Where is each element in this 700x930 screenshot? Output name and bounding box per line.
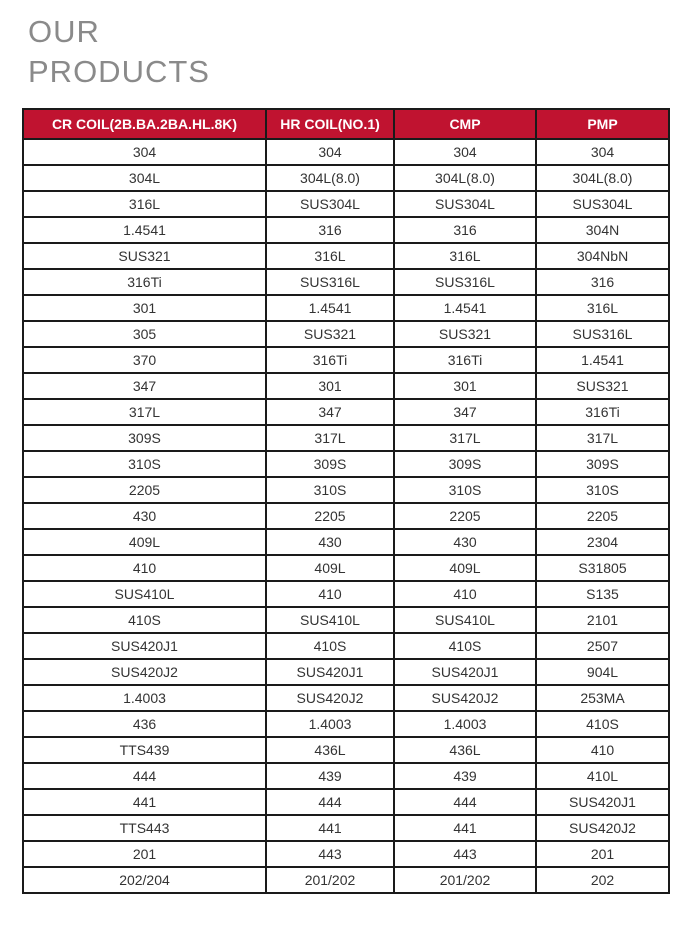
grade-cell: 201/202 [394, 867, 536, 893]
grade-cell: 444 [266, 789, 394, 815]
grade-cell: 409L [266, 555, 394, 581]
grade-cell: 304 [536, 139, 669, 165]
grade-cell: 201/202 [266, 867, 394, 893]
grade-cell: SUS316L [536, 321, 669, 347]
grade-cell: SUS410L [394, 607, 536, 633]
grade-cell: 310S [23, 451, 266, 477]
grade-cell: SUS420J2 [23, 659, 266, 685]
grade-cell: 310S [266, 477, 394, 503]
grade-cell: SUS420J1 [394, 659, 536, 685]
grade-cell: 309S [536, 451, 669, 477]
grade-cell: 2205 [266, 503, 394, 529]
grade-cell: 410S [394, 633, 536, 659]
grade-cell: 1.4541 [536, 347, 669, 373]
grade-cell: 2205 [394, 503, 536, 529]
grade-cell: 1.4003 [266, 711, 394, 737]
grade-cell: 444 [23, 763, 266, 789]
column-header-pmp: PMP [536, 109, 669, 139]
grade-cell: 304L(8.0) [394, 165, 536, 191]
column-header-cr-coil: CR COIL(2B.BA.2BA.HL.8K) [23, 109, 266, 139]
column-header-cmp: CMP [394, 109, 536, 139]
column-header-hr-coil: HR COIL(NO.1) [266, 109, 394, 139]
grade-cell: 347 [394, 399, 536, 425]
grade-cell: 202/204 [23, 867, 266, 893]
grade-cell: SUS420J2 [536, 815, 669, 841]
grade-cell: 304L(8.0) [536, 165, 669, 191]
grade-cell: 316L [536, 295, 669, 321]
grade-cell: SUS321 [266, 321, 394, 347]
grade-cell: 316Ti [266, 347, 394, 373]
grade-cell: 430 [23, 503, 266, 529]
grade-cell: 304 [23, 139, 266, 165]
grade-cell: 410 [394, 581, 536, 607]
grade-cell: 441 [266, 815, 394, 841]
grade-cell: 347 [266, 399, 394, 425]
grade-cell: 316Ti [536, 399, 669, 425]
grade-cell: 310S [536, 477, 669, 503]
table-row [23, 529, 669, 555]
grade-cell: 410 [23, 555, 266, 581]
table-row [23, 841, 669, 867]
grade-cell: 410S [23, 607, 266, 633]
grade-cell: 410 [536, 737, 669, 763]
grade-cell: 317L [266, 425, 394, 451]
grade-cell: SUS420J1 [23, 633, 266, 659]
grade-cell: S31805 [536, 555, 669, 581]
grade-cell: SUS420J1 [536, 789, 669, 815]
grade-cell: SUS321 [536, 373, 669, 399]
grade-cell: 309S [23, 425, 266, 451]
page-title [28, 12, 210, 92]
table-row [23, 555, 669, 581]
grade-cell: SUS304L [266, 191, 394, 217]
grade-cell: 301 [266, 373, 394, 399]
table-row [23, 321, 669, 347]
grade-cell: SUS420J2 [266, 685, 394, 711]
grade-cell: TTS439 [23, 737, 266, 763]
grade-cell: 316 [536, 269, 669, 295]
table-row [23, 815, 669, 841]
grade-cell: 443 [266, 841, 394, 867]
grade-cell: SUS410L [23, 581, 266, 607]
grade-cell: 316L [394, 243, 536, 269]
grade-cell: 1.4541 [394, 295, 536, 321]
grade-cell: 304 [394, 139, 536, 165]
grade-cell: 304N [536, 217, 669, 243]
grade-cell: 201 [536, 841, 669, 867]
grade-cell: 436L [266, 737, 394, 763]
page-title-line2: PRODUCTS [28, 54, 210, 89]
grade-cell: 410S [536, 711, 669, 737]
grade-cell: 410 [266, 581, 394, 607]
table-row [23, 711, 669, 737]
grade-cell: 301 [394, 373, 536, 399]
table-row [23, 217, 669, 243]
grade-cell: 253MA [536, 685, 669, 711]
grade-cell: 409L [394, 555, 536, 581]
grade-cell: 1.4541 [266, 295, 394, 321]
grade-cell: SUS304L [536, 191, 669, 217]
header-row [23, 109, 669, 139]
table-row [23, 867, 669, 893]
grade-cell: 316Ti [23, 269, 266, 295]
grade-cell: 316L [23, 191, 266, 217]
grade-cell: SUS420J1 [266, 659, 394, 685]
grade-cell: 410S [266, 633, 394, 659]
grade-cell: 410L [536, 763, 669, 789]
grade-cell: 316 [394, 217, 536, 243]
grade-cell: TTS443 [23, 815, 266, 841]
grade-cell: 2205 [23, 477, 266, 503]
grade-cell: 430 [394, 529, 536, 555]
products-table [22, 108, 670, 894]
table-row [23, 243, 669, 269]
grade-cell: 444 [394, 789, 536, 815]
table-row [23, 139, 669, 165]
grade-cell: SUS321 [394, 321, 536, 347]
table-row [23, 191, 669, 217]
grade-cell: 304L [23, 165, 266, 191]
grade-cell: 1.4541 [23, 217, 266, 243]
grade-cell: 430 [266, 529, 394, 555]
table-row [23, 399, 669, 425]
grade-cell: 2205 [536, 503, 669, 529]
grade-cell: 347 [23, 373, 266, 399]
table-row [23, 607, 669, 633]
grade-cell: 370 [23, 347, 266, 373]
table-row [23, 373, 669, 399]
grade-cell: SUS316L [394, 269, 536, 295]
grade-cell: 310S [394, 477, 536, 503]
grade-cell: 409L [23, 529, 266, 555]
grade-cell: 304NbN [536, 243, 669, 269]
table-row [23, 425, 669, 451]
grade-cell: 1.4003 [23, 685, 266, 711]
table-row [23, 165, 669, 191]
grade-cell: 316L [266, 243, 394, 269]
grade-cell: 316Ti [394, 347, 536, 373]
grade-cell: SUS304L [394, 191, 536, 217]
grade-cell: 301 [23, 295, 266, 321]
grade-cell: SUS316L [266, 269, 394, 295]
table-row [23, 295, 669, 321]
grade-cell: SUS420J2 [394, 685, 536, 711]
grade-cell: 317L [23, 399, 266, 425]
table-row [23, 581, 669, 607]
page-title-line1: OUR [28, 14, 100, 49]
grade-cell: 436 [23, 711, 266, 737]
grade-cell: 202 [536, 867, 669, 893]
table-row [23, 633, 669, 659]
grade-cell: 317L [536, 425, 669, 451]
table-row [23, 685, 669, 711]
table-row [23, 763, 669, 789]
grade-cell: 441 [394, 815, 536, 841]
grade-cell: SUS410L [266, 607, 394, 633]
grade-cell: 304 [266, 139, 394, 165]
grade-cell: 304L(8.0) [266, 165, 394, 191]
grade-cell: 2101 [536, 607, 669, 633]
grade-cell: 904L [536, 659, 669, 685]
grade-cell: 439 [394, 763, 536, 789]
grade-cell: 1.4003 [394, 711, 536, 737]
grade-cell: 317L [394, 425, 536, 451]
grade-cell: 2304 [536, 529, 669, 555]
grade-cell: 309S [394, 451, 536, 477]
table-row [23, 737, 669, 763]
table-row [23, 789, 669, 815]
grade-cell: S135 [536, 581, 669, 607]
grade-cell: SUS321 [23, 243, 266, 269]
grade-cell: 436L [394, 737, 536, 763]
table-body [23, 139, 669, 893]
grade-cell: 439 [266, 763, 394, 789]
grade-cell: 441 [23, 789, 266, 815]
grade-cell: 305 [23, 321, 266, 347]
table-row [23, 477, 669, 503]
table-row [23, 659, 669, 685]
table-row [23, 451, 669, 477]
grade-cell: 2507 [536, 633, 669, 659]
grade-cell: 316 [266, 217, 394, 243]
table-row [23, 503, 669, 529]
grade-cell: 201 [23, 841, 266, 867]
grade-cell: 309S [266, 451, 394, 477]
grade-cell: 443 [394, 841, 536, 867]
table-row [23, 269, 669, 295]
table-row [23, 347, 669, 373]
